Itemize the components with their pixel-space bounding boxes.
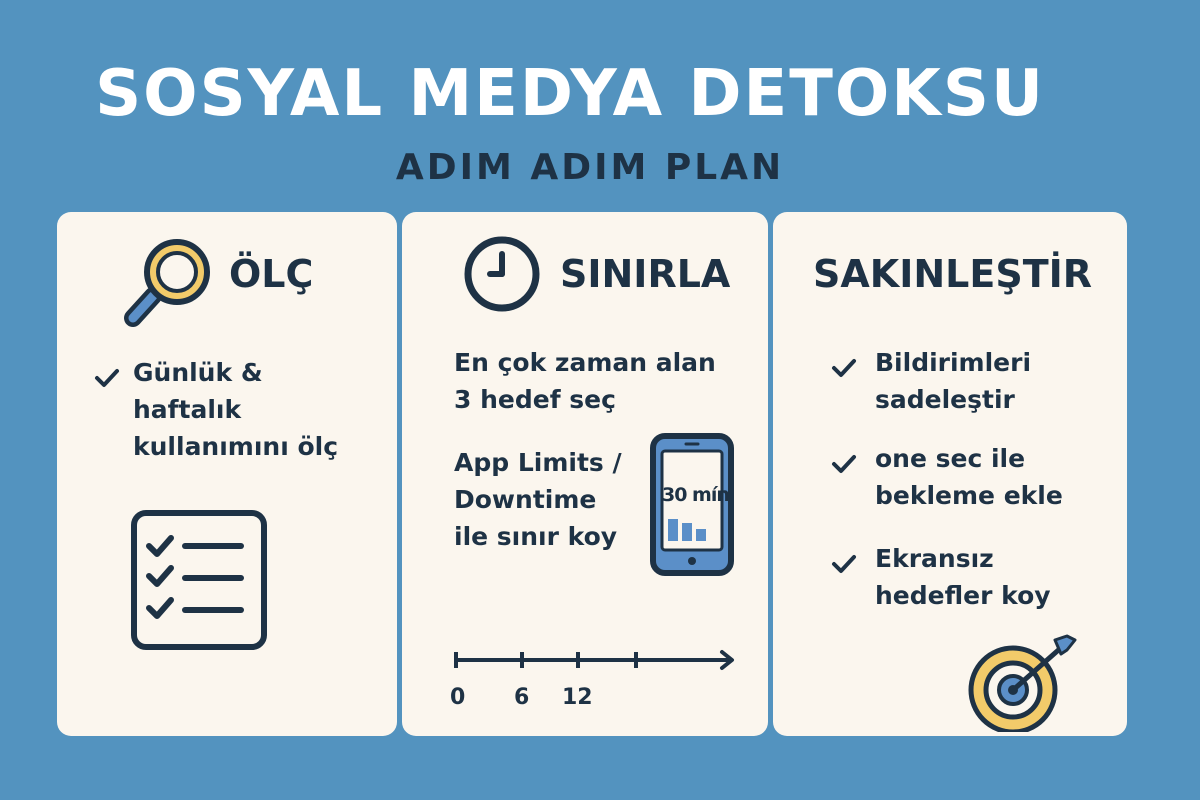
card-text-targets: En çok zaman alan 3 hedef seç: [454, 348, 716, 414]
card-title-sinirla: SINIRLA: [560, 252, 731, 296]
phone-icon: [650, 433, 734, 576]
magnifier-icon: [119, 232, 219, 332]
check-icon: [94, 365, 120, 391]
timeline-axis: [448, 648, 744, 672]
target-icon: [963, 632, 1083, 732]
clock-icon: [462, 234, 542, 314]
page-subtitle: ADIM ADIM PLAN: [395, 147, 785, 188]
card-item-onesec: one sec ile bekleme ekle: [875, 444, 1063, 510]
phone-screen-text: 30 mín: [662, 484, 729, 506]
usage-bar: [668, 519, 678, 541]
card-text-limits: App Limits / Downtime ile sınır koy: [454, 448, 622, 551]
card-item-screenless: Ekransız hedefler koy: [875, 544, 1051, 610]
card-item-olc: Günlük & haftalık kullanımını ölç: [133, 358, 339, 461]
card-sinirla: [402, 212, 768, 736]
check-icon: [831, 355, 857, 381]
card-title-olc: ÖLÇ: [229, 252, 314, 296]
card-olc: [57, 212, 397, 736]
timeline-tick-label: 0: [450, 685, 466, 710]
card-title-sakinlestir: SAKINLEŞTİR: [813, 252, 1093, 296]
usage-bar: [682, 523, 692, 541]
card-sakinlestir: [773, 212, 1127, 736]
card-item-notifications: Bildirimleri sadeleştir: [875, 348, 1032, 414]
check-icon: [831, 551, 857, 577]
timeline-tick-label: 12: [562, 685, 593, 710]
checklist-icon: [131, 510, 267, 650]
timeline-tick-label: 6: [514, 685, 530, 710]
page-title: SOSYAL MEDYA DETOKSU: [95, 57, 1045, 131]
check-icon: [831, 451, 857, 477]
usage-bar: [696, 529, 706, 541]
